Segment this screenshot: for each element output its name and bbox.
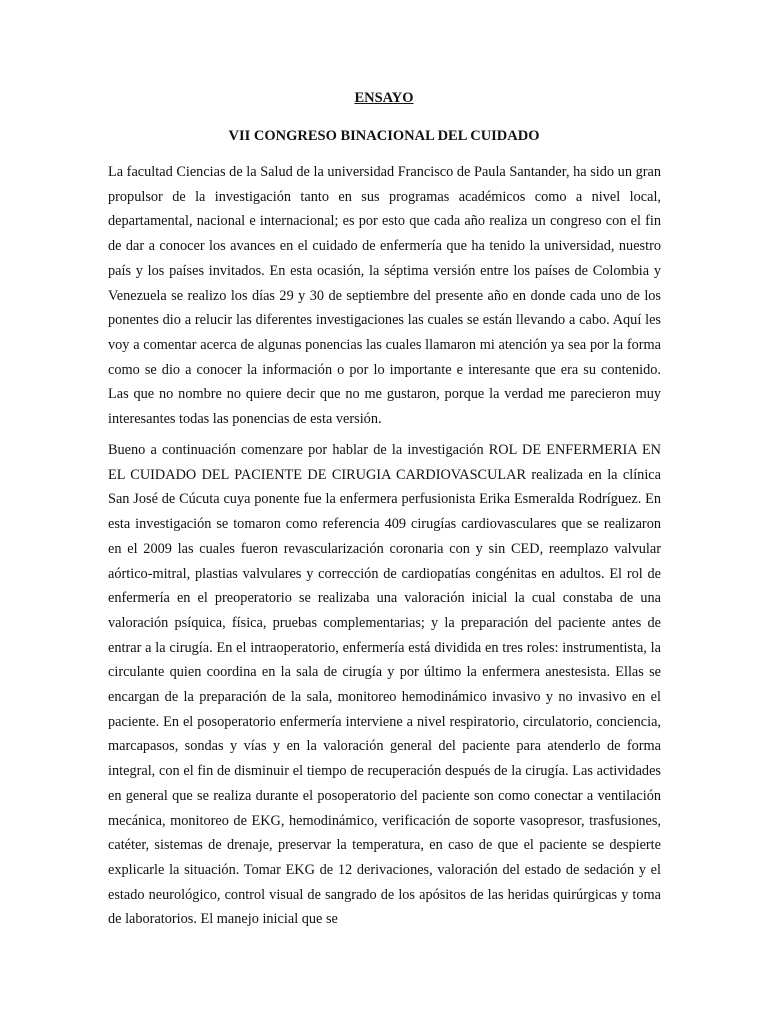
document-body bbox=[108, 160, 661, 932]
paragraph-cardiovascular-nursing: Bueno a continuación comenzare por hablar de la investigación ROL DE ENFERMERIA EN EL CUIDADO DEL PACIENTE DE CIRUGIA CARDIOVASCULAR realizada en la clínica San José de Cúcuta cuya ponente fue la enfermera perfusionista Erika Esmeralda Rodríguez. En esta investigación se tomaron como referencia 409 cirugías cardiovasculares que se realizaron en el 2009 las cuales fueron revascularización coronaria con y sin CED, reemplazo valvular aórtico-mitral, plastias valvulares y corrección de cardiopatías congénitas en adultos. El rol de enfermería en el preoperatorio se realizaba una valoración inicial la cual constaba de una valoración psíquica, física, pruebas complementarias; y la preparación del paciente antes de entrar a la cirugía. En el intraoperatorio, enfermería está dividida en tres roles: instrumentista, la circulante quien coordina en la sala de cirugía y por último la enfermera anestesista. Ellas se encargan de la preparación de la sala, monitoreo hemodinámico invasivo y no invasivo en el paciente. En el posoperatorio enfermería interviene a nivel respiratorio, circulatorio, conciencia, marcapasos, sondas y vías y en la valoración general del paciente para atenderlo de forma integral, con el fin de disminuir el tiempo de recuperación después de la cirugía. Las actividades en general que se realiza durante el posoperatorio del paciente son como conectar a ventilación mecánica, monitoreo de EKG, hemodinámico, verificación de soporte vasopresor, trasfusiones, catéter, sistemas de drenaje, preservar la temperatura, en caso de que el paciente se despierte explicarle la situación. Tomar EKG de 12 derivaciones, valoración del estado de sedación y el estado neurológico, control visual de sangrado de los apósitos de las heridas quirúrgicas y toma de laboratorios. El manejo inicial que se bbox=[108, 442, 661, 928]
document-subtitle: VII CONGRESO BINACIONAL DEL CUIDADO bbox=[228, 128, 540, 144]
document-title: ENSAYO bbox=[354, 90, 414, 106]
paragraph-introduction: La facultad Ciencias de la Salud de la universidad Francisco de Paula Santander, ha sido un gran propulsor de la investigación tanto en sus programas académicos como a nivel local, departamental, nacional e internacional; es por esto que cada año realiza un congreso con el fin de dar a conocer los avances en el cuidado de enfermería que ha tenido la universidad, nuestro país y los países invitados. En esta ocasión, la séptima versión entre los países de Colombia y Venezuela se realizo los días 29 y 30 de septiembre del presente año en donde cada uno de los ponentes dio a relucir las diferentes investigaciones las cuales se están llevando a cabo. Aquí les voy a comentar acerca de algunas ponencias las cuales llamaron mi atención ya sea por la forma como se dio a conocer la información o por lo importante e interesante que era su contenido. Las que no nombre no quiere decir que no me gustaron, porque la verdad me parecieron muy interesantes todas las ponencias de esta versión. bbox=[108, 164, 661, 428]
